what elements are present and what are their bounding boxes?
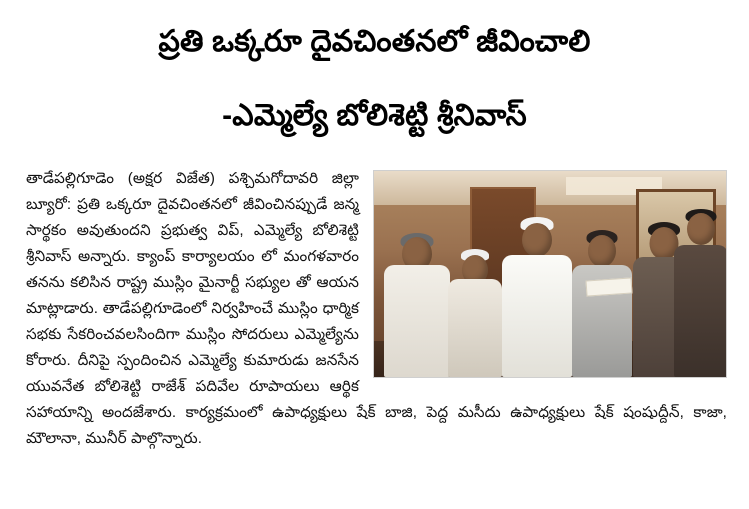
person-body <box>384 265 450 377</box>
photo-person-4 <box>570 227 634 377</box>
person-head <box>588 235 616 267</box>
article-headline <box>0 0 749 136</box>
person-body <box>674 245 727 377</box>
photo-handover-cheque <box>585 277 632 296</box>
photo-person-3 <box>500 217 574 377</box>
article-content <box>0 166 749 452</box>
article-body-paragraph: తాడేపల్లిగూడెం (అక్షర విజేత) పశ్చిమగోదావరి జిల్లా బ్యూరో: ప్రతి ఒక్కరూ దైవచింతనలో జీవించినప్పుడే జన్మ సార్థకం అవుతుందని ప్రభుత్వ విప్, ఎమ్మెల్యే బోలిశెట్టి శ్రీనివాస్ అన్నారు. క్యాంప్ కార్యాలయం లో మంగళవారం తనను కలిసిన రాష్ట్ర ముస్లిం మైనార్టీ సభ్యుల తో ఆయన మాట్లాడారు. తాడేపల్లిగూడెంలో నిర్వహించే ముస్లిం ధార్మిక సభకు సేకరించవలసిందిగా ముస్లిం సోదరులు ఎమ్మెల్యేను కోరారు. దీనిపై స్పందించిన ఎమ్మెల్యే కుమారుడు జనసేన యువనేత బోలిశెట్టి రాజేశ్ పదివేల రూపాయలు ఆర్థిక సహాయాన్ని అందజేశారు. కార్యక్రమంలో ఉపాధ్యక్షులు షేక్ బాజి, పెద్ద మసీదు ఉపాధ్యక్షులు షేక్ షంషుద్దీన్, కాజా, మౌలానా, మునీర్ పాల్గొన్నారు. <box>26 170 727 447</box>
person-body <box>448 279 502 377</box>
headline-line-2: -ఎమ్మెల్యే బోలిశెట్టి శ్రీనివాస్ <box>222 99 527 132</box>
photo-person-6 <box>674 209 727 377</box>
photo-person-2 <box>446 245 504 377</box>
person-body <box>502 255 572 377</box>
photo-person-1 <box>382 229 452 377</box>
person-head <box>687 213 715 245</box>
news-photo <box>373 170 727 378</box>
person-head <box>522 223 552 257</box>
headline-line-1: ప్రతి ఒక్కరూ దైవచింతనలో జీవించాలి <box>158 25 591 58</box>
